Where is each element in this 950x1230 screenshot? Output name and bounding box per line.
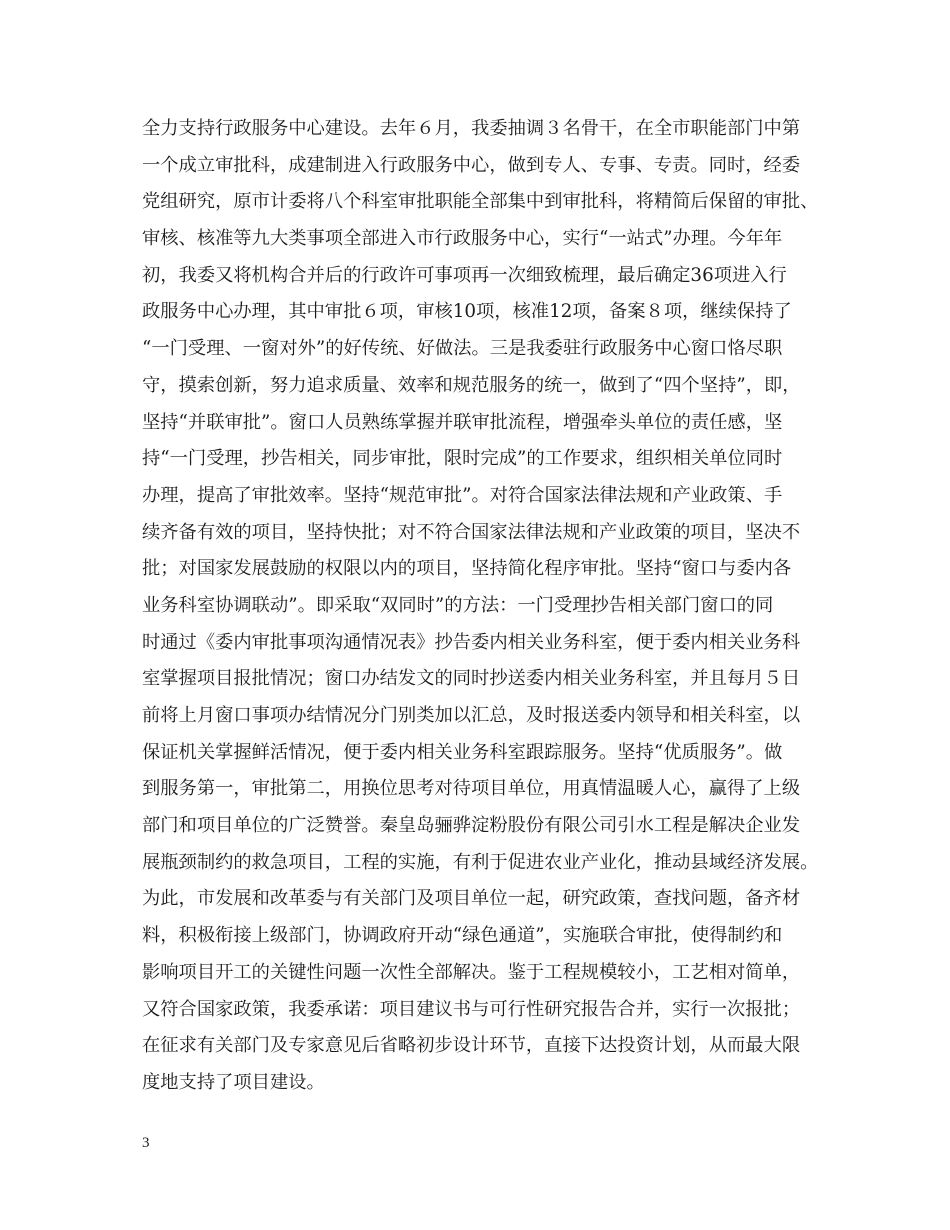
body-paragraph bbox=[142, 111, 842, 1102]
text-line: 坚持“并联审批”。窗口人员熟练掌握并联审批流程，增强牵头单位的责任感，坚 bbox=[142, 411, 783, 433]
text-line: 为此，市发展和改革委与有关部门及项目单位一起，研究政策，查找问题，备齐材 bbox=[142, 888, 801, 910]
text-line: 政服务中心办理，其中审批６项，审核10项，核准12项，备案８项，继续保持了 bbox=[142, 301, 792, 323]
text-line: “一门受理、一窗对外”的好传统、好做法。三是我委驻行政服务中心窗口恪尽职 bbox=[142, 338, 783, 360]
text-line: 前将上月窗口事项办结情况分门别类加以汇总，及时报送委内领导和相关科室，以 bbox=[142, 705, 801, 726]
text-line: 保证机关掌握鲜活情况，便于委内相关业务科室跟踪服务。坚持“优质服务”。做 bbox=[142, 741, 783, 763]
text-line: 持“一门受理，抄告相关，同步审批，限时完成”的工作要求，组织相关单位同时 bbox=[142, 448, 783, 470]
text-line: 全力支持行政服务中心建设。去年６月，我委抽调３名骨干，在全市职能部门中第 bbox=[142, 118, 801, 139]
text-line: 室掌握项目报批情况；窗口办结发文的同时抄送委内相关业务科室，并且每月５日 bbox=[142, 668, 801, 690]
text-line: 党组研究，原市计委将八个科室审批职能全部集中到审批科，将精简后保留的审批、 bbox=[142, 191, 819, 213]
text-line: 影响项目开工的关键性问题一次性全部解决。鉴于工程规模较小，工艺相对简单， bbox=[142, 961, 801, 983]
text-line: 守，摸索创新，努力追求质量、效率和规范服务的统一，做到了“四个坚持”，即， bbox=[142, 374, 801, 396]
page-number: 3 bbox=[142, 1135, 150, 1151]
text-line: 初，我委又将机构合并后的行政许可事项再一次细致梳理，最后确定36项进入行 bbox=[142, 264, 787, 286]
text-line: 料，积极衔接上级部门，协调政府开动“绿色通道”，实施联合审批，使得制约和 bbox=[142, 925, 783, 947]
text-line: 办理，提高了审批效率。坚持“规范审批”。对符合国家法律法规和产业政策、手 bbox=[142, 484, 783, 506]
text-line: 在征求有关部门及专家意见后省略初步设计环节，直接下达投资计划，从而最大限 bbox=[142, 1035, 801, 1057]
text-line: 部门和项目单位的广泛赞誉。秦皇岛骊骅淀粉股份有限公司引水工程是解决企业发 bbox=[142, 815, 801, 837]
text-line: 审核、核准等九大类事项全部进入市行政服务中心，实行“一站式”办理。今年年 bbox=[142, 228, 783, 250]
text-line: 批；对国家发展鼓励的权限以内的项目，坚持简化程序审批。坚持“窗口与委内各 bbox=[142, 558, 792, 580]
text-line: 度地支持了项目建设。 bbox=[142, 1071, 325, 1093]
text-line: 展瓶颈制约的救急项目，工程的实施，有利于促进农业产业化，推动县域经济发展。 bbox=[142, 851, 819, 873]
text-line: 一个成立审批科，成建制进入行政服务中心，做到专人、专事、专责。同时，经委 bbox=[142, 154, 801, 176]
text-line: 业务科室协调联动”。即采取“双同时”的方法：一门受理抄告相关部门窗口的同 bbox=[142, 594, 774, 616]
text-line: 续齐备有效的项目，坚持快批；对不符合国家法律法规和产业政策的项目，坚决不 bbox=[142, 521, 801, 543]
text-line: 到服务第一，审批第二，用换位思考对待项目单位，用真情温暖人心，赢得了上级 bbox=[142, 778, 801, 800]
text-line: 又符合国家政策，我委承诺：项目建议书与可行性研究报告合并，实行一次报批； bbox=[142, 998, 801, 1020]
text-line: 时通过《委内审批事项沟通情况表》抄告委内相关业务科室，便于委内相关业务科 bbox=[142, 631, 801, 653]
